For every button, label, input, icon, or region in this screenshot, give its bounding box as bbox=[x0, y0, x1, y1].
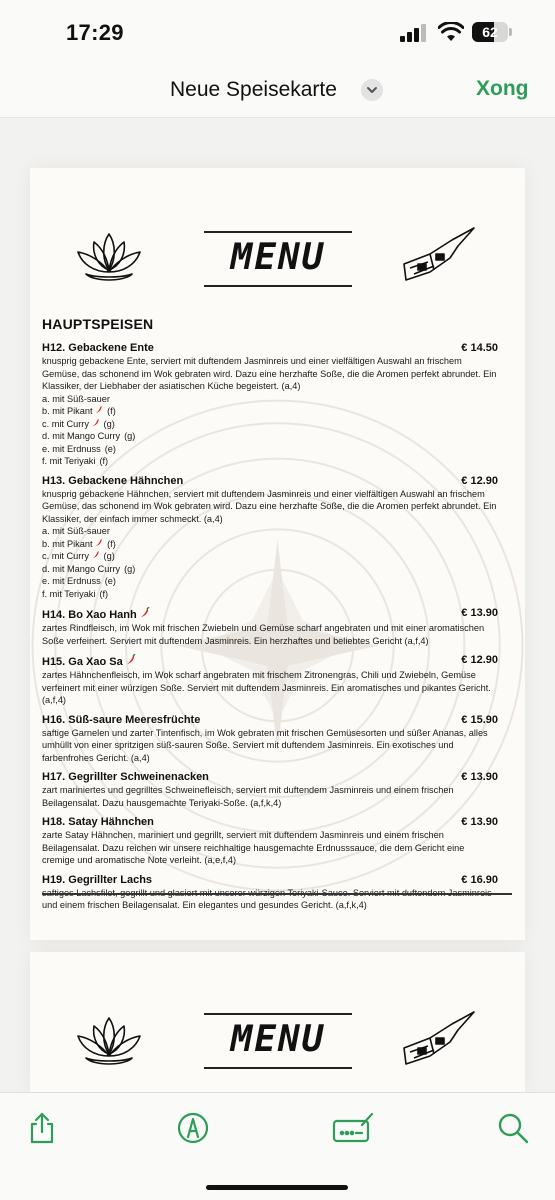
markup-icon[interactable] bbox=[176, 1111, 210, 1145]
share-icon[interactable] bbox=[25, 1111, 59, 1145]
wifi-icon bbox=[438, 22, 464, 42]
status-bar bbox=[0, 0, 555, 64]
done-button[interactable]: Xong bbox=[476, 77, 529, 100]
option-label: d. mit Mango Curry bbox=[42, 563, 121, 574]
cellular-signal-icon bbox=[400, 24, 426, 42]
dish-price: € 12.90 bbox=[461, 654, 498, 666]
dish-name-wrap bbox=[42, 607, 150, 622]
dish-option bbox=[42, 550, 498, 563]
search-icon[interactable] bbox=[496, 1111, 530, 1145]
dish-name-wrap bbox=[42, 342, 154, 355]
dish-name-wrap bbox=[42, 874, 152, 887]
lotus-icon bbox=[74, 1014, 144, 1070]
dish-option bbox=[42, 418, 498, 431]
dish-item bbox=[42, 342, 498, 468]
dish-name: H16. Süß-saure Meeresfrüchte bbox=[42, 713, 201, 726]
dish-header bbox=[42, 714, 498, 727]
option-allergen-code: (e) bbox=[104, 443, 116, 454]
dish-option bbox=[42, 430, 498, 443]
option-label: a. mit Süß-sauer bbox=[42, 526, 110, 536]
option-allergen-code: (f) bbox=[99, 588, 109, 599]
dish-header bbox=[42, 816, 498, 829]
bottom-toolbar bbox=[0, 1092, 555, 1200]
dish-item bbox=[42, 607, 498, 647]
chili-pepper-icon bbox=[123, 654, 136, 668]
dish-option bbox=[42, 405, 498, 418]
menu-heading: MENU bbox=[204, 1013, 352, 1069]
section-title: HAUPTSPEISEN bbox=[42, 316, 154, 332]
dish-name: H19. Gegrillter Lachs bbox=[42, 873, 153, 886]
dish-header bbox=[42, 771, 498, 784]
dish-option bbox=[42, 393, 498, 406]
dish-price: € 13.90 bbox=[461, 771, 498, 783]
option-allergen-code: (e) bbox=[104, 576, 116, 586]
option-label: b. mit Pikant bbox=[42, 538, 93, 549]
menu-content bbox=[42, 316, 498, 919]
dish-item bbox=[42, 475, 498, 601]
dish-description: zart mariniertes und gegrilltes Schweinefleisch, serviert mit duftendem Jasminreis und einem frischen Beilagensalat. Dazu hausgemachte Teriyaki-Soße. (a,f,k,4) bbox=[42, 785, 454, 808]
dish-option bbox=[42, 538, 498, 551]
option-allergen-code: (f) bbox=[99, 456, 109, 466]
dish-price: € 14.50 bbox=[461, 342, 498, 354]
dish-name-wrap bbox=[42, 654, 136, 669]
dish-description: zarte Satay Hähnchen, mariniert und gegrillt, serviert mit duftendem Jasminreis und einem frischen Beilagensalat. Dazu reichen wir unsere reichhaltige hausgemachte Erdnusssauce, die dem Gericht eine cremige und aromatische Note verleiht. (a,e,f,4) bbox=[42, 830, 465, 865]
dish-price: € 13.90 bbox=[461, 607, 498, 619]
dish-list bbox=[42, 342, 498, 912]
option-allergen-code: (g) bbox=[103, 418, 115, 429]
chevron-down-icon bbox=[366, 85, 378, 95]
document-page-2 bbox=[30, 952, 525, 1092]
dish-name: H17. Gegrillter Schweinenacken bbox=[42, 771, 209, 783]
title-menu-button[interactable] bbox=[361, 79, 383, 101]
dish-name-wrap bbox=[42, 771, 209, 784]
dish-description: knusprig gebackene Ente, serviert mit duftendem Jasminreis und einer vielfältigen Auswahl an frischem Gemüse, das schonend im Wok gebraten wird. Dazu eine herzhafte Soße, die die Aromen perfekt abrundet. Ein Klassiker, der Liebhaber der asiatischen Küche begeistert. (a,4) bbox=[42, 356, 497, 391]
option-allergen-code: (f) bbox=[107, 406, 116, 416]
bronze-drum-bird-icon bbox=[400, 1008, 478, 1074]
battery-percent: 62 bbox=[482, 24, 498, 40]
dish-name: H12. Gebackene Ente bbox=[42, 342, 154, 354]
dish-option bbox=[42, 575, 498, 588]
option-label: d. mit Mango Curry bbox=[42, 431, 121, 441]
option-label: a. mit Süß-sauer bbox=[42, 393, 110, 404]
dish-name-wrap bbox=[42, 816, 154, 829]
option-label: e. mit Erdnuss bbox=[42, 576, 101, 586]
option-allergen-code: (g) bbox=[124, 563, 136, 574]
signature-icon[interactable] bbox=[332, 1111, 374, 1145]
dish-description: zartes Hähnchenfleisch, im Wok scharf angebraten mit frischem Zitronengras, Chili und Zwiebeln, Gemüse verfeinert mit einer würzigen Soße. Serviert mit duftendem Jasminreis. Ein aromatisches und pikantes Gericht. (a,f,4) bbox=[42, 670, 491, 705]
dish-price: € 15.90 bbox=[461, 713, 498, 726]
menu-heading: MENU bbox=[204, 231, 352, 287]
dish-item bbox=[42, 714, 498, 765]
dish-description: und einem frischen Beilagensalat. Ein elegantes und gesundes Gericht. (a,f,k,4) bbox=[42, 900, 367, 910]
option-allergen-code: (f) bbox=[107, 538, 116, 549]
chili-pepper-icon bbox=[89, 419, 100, 429]
dish-item bbox=[42, 654, 498, 707]
dish-price: € 12.90 bbox=[461, 474, 498, 487]
navigation-bar bbox=[0, 64, 555, 118]
dish-name: H13. Gebackene Hähnchen bbox=[42, 474, 184, 487]
dish-header bbox=[42, 475, 498, 488]
option-allergen-code: (g) bbox=[124, 431, 136, 441]
document-title[interactable]: Neue Speisekarte bbox=[170, 78, 337, 101]
divider-line bbox=[42, 893, 512, 895]
option-label: f. mit Teriyaki bbox=[42, 456, 96, 466]
dish-option bbox=[42, 563, 498, 576]
dish-name-wrap bbox=[42, 714, 200, 727]
status-time: 17:29 bbox=[66, 20, 124, 45]
dish-option bbox=[42, 455, 498, 468]
chili-pepper-icon bbox=[89, 551, 100, 561]
option-label: e. mit Erdnuss bbox=[42, 443, 101, 454]
chili-pepper-icon bbox=[93, 406, 104, 416]
dish-header bbox=[42, 607, 498, 622]
document-page-1 bbox=[30, 168, 525, 940]
chili-pepper-icon bbox=[93, 539, 104, 549]
option-allergen-code: (g) bbox=[103, 551, 115, 561]
chili-pepper-icon bbox=[137, 607, 150, 621]
dish-description: saftige Garnelen und zarter Tintenfisch, im Wok gebraten mit frischen Gemüsesorten und süßer Ananas, alles umhüllt von einer spritzigen süß-sauren Soße. Serviert mit duftendem Jasminreis. Ein exotisches und farbenfrohes Gericht. (a,4) bbox=[42, 727, 488, 763]
dish-description: knusprig gebackene Hähnchen, serviert mit duftendem Jasminreis und einer vielfältigen Auswahl an frischem Gemüse, das schonend im Wok gebraten wird. Dazu eine herzhafte Soße, die die Aromen perfekt abrundet. Ein Klassiker, der einfach immer schmeckt. (a,4) bbox=[42, 488, 497, 524]
dish-item bbox=[42, 771, 498, 809]
dish-option bbox=[42, 525, 498, 538]
dish-price: € 16.90 bbox=[461, 873, 498, 886]
dish-name: H14. Bo Xao Hanh bbox=[42, 609, 137, 621]
dish-name: H18. Satay Hähnchen bbox=[42, 816, 154, 828]
lotus-icon bbox=[74, 230, 144, 286]
option-label: b. mit Pikant bbox=[42, 406, 93, 416]
option-label: f. mit Teriyaki bbox=[42, 588, 96, 599]
dish-item bbox=[42, 816, 498, 867]
dish-header bbox=[42, 874, 498, 887]
option-label: c. mit Curry bbox=[42, 551, 89, 561]
dish-header bbox=[42, 654, 498, 669]
dish-option bbox=[42, 588, 498, 601]
option-label: c. mit Curry bbox=[42, 418, 89, 429]
dish-option bbox=[42, 443, 498, 456]
dish-description: zartes Rindfleisch, im Wok mit frischen Zwiebeln und Gemüse scharf angebraten und mit einer aromatischen Soße verfeinert. Serviert mit duftendem Jasminreis. Ein herzhaftes und beliebtes Gericht (a,f,4) bbox=[42, 623, 485, 646]
dish-name: H15. Ga Xao Sa bbox=[42, 656, 123, 668]
dish-price: € 13.90 bbox=[461, 816, 498, 828]
bronze-drum-bird-icon bbox=[400, 224, 478, 290]
dish-name-wrap bbox=[42, 475, 183, 488]
home-indicator bbox=[206, 1185, 348, 1190]
battery-indicator bbox=[472, 22, 508, 42]
dish-header bbox=[42, 342, 498, 355]
battery-tip bbox=[509, 28, 512, 36]
